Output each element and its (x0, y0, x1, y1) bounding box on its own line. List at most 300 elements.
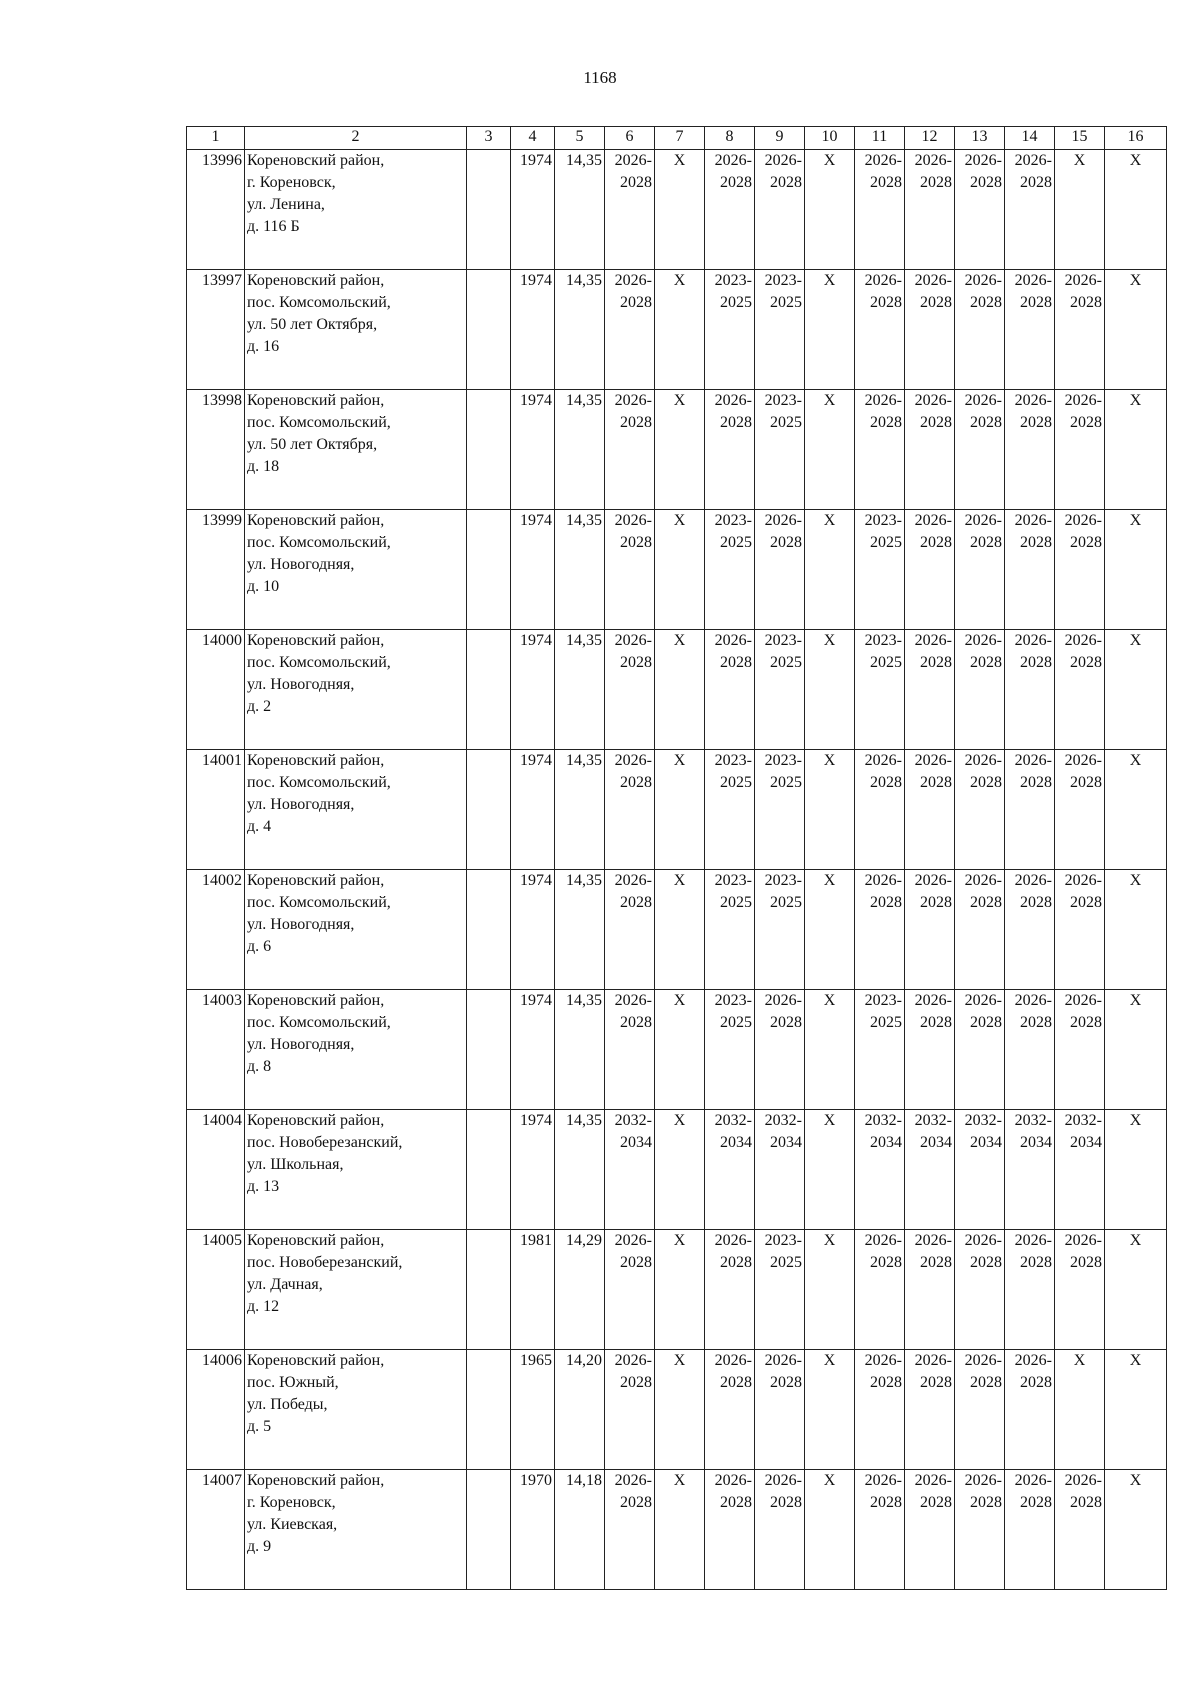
column-header-2: 2 (245, 127, 467, 150)
row-id: 14006 (187, 1350, 245, 1470)
column-header-15: 15 (1055, 127, 1105, 150)
address-cell (245, 510, 467, 630)
col3-cell (467, 1470, 511, 1590)
period-line: 2026- (764, 992, 802, 1009)
period-line: 2025 (870, 534, 902, 551)
period-line: 2026- (914, 152, 952, 169)
mark-cell-c16 (1105, 1230, 1167, 1350)
x-mark: X (823, 392, 836, 409)
period-line: 2026- (914, 1232, 952, 1249)
address-line: д. 5 (247, 1418, 272, 1435)
x-mark: X (1129, 1232, 1142, 1249)
value-cell: 14,29 (555, 1230, 605, 1350)
period-line: 2028 (620, 1374, 652, 1391)
address-line: ул. Ленина, (247, 196, 325, 213)
address-line: ул. Школьная, (247, 1156, 344, 1173)
x-mark: X (823, 992, 836, 1009)
address-line: пос. Южный, (247, 1374, 339, 1391)
period-line: 2028 (870, 1374, 902, 1391)
period-line: 2026- (1014, 272, 1052, 289)
period-line: 2028 (920, 174, 952, 191)
period-line: 2028 (870, 174, 902, 191)
period-cell-c6 (605, 1110, 655, 1230)
period-cell-c14 (1005, 1110, 1055, 1230)
period-cell-c8 (705, 630, 755, 750)
period-line: 2028 (720, 654, 752, 671)
period-cell-c14 (1005, 990, 1055, 1110)
column-header-5: 5 (555, 127, 605, 150)
period-line: 2028 (1070, 894, 1102, 911)
period-line: 2026- (1064, 872, 1102, 889)
period-cell-c15 (1055, 630, 1105, 750)
period-line: 2026- (1014, 1352, 1052, 1369)
x-mark: X (673, 152, 686, 169)
x-mark: X (1129, 992, 1142, 1009)
year-cell: 1981 (511, 1230, 555, 1350)
period-cell-c8 (705, 1230, 755, 1350)
period-line: 2028 (870, 774, 902, 791)
period-line: 2028 (620, 774, 652, 791)
table-row (187, 1230, 1167, 1350)
register-table (186, 126, 1167, 1590)
address-line: д. 116 Б (247, 218, 300, 235)
period-cell-c11 (855, 150, 905, 270)
period-line: 2023- (714, 752, 752, 769)
period-cell-c14 (1005, 510, 1055, 630)
period-line: 2026- (1064, 1232, 1102, 1249)
period-line: 2028 (1070, 1494, 1102, 1511)
row-id: 14004 (187, 1110, 245, 1230)
period-line: 2025 (720, 774, 752, 791)
mark-cell-c10 (805, 1350, 855, 1470)
period-line: 2028 (770, 1014, 802, 1031)
period-line: 2028 (920, 1374, 952, 1391)
period-cell-c14 (1005, 750, 1055, 870)
period-line: 2028 (620, 414, 652, 431)
period-cell-c14 (1005, 870, 1055, 990)
col3-cell (467, 1110, 511, 1230)
period-line: 2028 (620, 174, 652, 191)
x-mark: X (1129, 1352, 1142, 1369)
period-cell-c11 (855, 1230, 905, 1350)
mark-cell-c16 (1105, 1110, 1167, 1230)
address-line: ул. Новогодняя, (247, 796, 355, 813)
period-line: 2023- (764, 392, 802, 409)
mark-cell-c10 (805, 1470, 855, 1590)
mark-cell-c16 (1105, 870, 1167, 990)
period-line: 2026- (764, 152, 802, 169)
address-cell (245, 870, 467, 990)
period-line: 2032- (614, 1112, 652, 1129)
value-cell: 14,35 (555, 630, 605, 750)
address-cell (245, 1470, 467, 1590)
mark-cell-c10 (805, 750, 855, 870)
period-cell-c15 (1055, 750, 1105, 870)
x-mark: X (673, 392, 686, 409)
period-cell-c6 (605, 150, 655, 270)
period-cell-c14 (1005, 1230, 1055, 1350)
period-cell-c13 (955, 390, 1005, 510)
year-cell: 1974 (511, 1110, 555, 1230)
period-line: 2028 (620, 894, 652, 911)
period-cell-c9 (755, 390, 805, 510)
period-cell-c12 (905, 1230, 955, 1350)
period-cell-c9 (755, 1350, 805, 1470)
period-cell-c12 (905, 990, 955, 1110)
period-line: 2026- (914, 632, 952, 649)
mark-cell-c16 (1105, 270, 1167, 390)
address-cell (245, 990, 467, 1110)
period-line: 2032- (1064, 1112, 1102, 1129)
period-line: 2028 (870, 294, 902, 311)
x-mark: X (673, 632, 686, 649)
value-cell: 14,35 (555, 1110, 605, 1230)
period-cell-c6 (605, 870, 655, 990)
period-cell-c8 (705, 270, 755, 390)
address-line: д. 9 (247, 1538, 272, 1555)
x-mark: X (1073, 1352, 1086, 1369)
period-line: 2026- (714, 152, 752, 169)
period-line: 2034 (620, 1134, 652, 1151)
period-line: 2028 (770, 534, 802, 551)
address-line: Кореновский район, (247, 752, 385, 769)
value-cell: 14,35 (555, 270, 605, 390)
period-line: 2023- (864, 632, 902, 649)
column-header-3: 3 (467, 127, 511, 150)
period-line: 2026- (914, 512, 952, 529)
period-line: 2023- (764, 272, 802, 289)
period-cell-c13 (955, 750, 1005, 870)
period-line: 2028 (870, 894, 902, 911)
mark-cell-c16 (1105, 510, 1167, 630)
period-cell-c9 (755, 1110, 805, 1230)
mark-cell-c7 (655, 1230, 705, 1350)
period-cell-c8 (705, 750, 755, 870)
row-id: 13999 (187, 510, 245, 630)
period-cell-c13 (955, 630, 1005, 750)
period-cell-c13 (955, 270, 1005, 390)
period-line: 2026- (964, 512, 1002, 529)
period-line: 2026- (914, 392, 952, 409)
mark-cell-c16 (1105, 150, 1167, 270)
period-line: 2032- (964, 1112, 1002, 1129)
period-cell-c13 (955, 870, 1005, 990)
address-line: пос. Комсомольский, (247, 774, 391, 791)
period-cell-c12 (905, 1110, 955, 1230)
period-line: 2026- (964, 752, 1002, 769)
address-cell (245, 750, 467, 870)
column-header-12: 12 (905, 127, 955, 150)
value-cell: 14,35 (555, 990, 605, 1110)
period-cell-c9 (755, 630, 805, 750)
period-line: 2028 (720, 174, 752, 191)
value-cell: 14,35 (555, 870, 605, 990)
period-cell-c9 (755, 510, 805, 630)
row-id: 14007 (187, 1470, 245, 1590)
value-cell: 14,35 (555, 750, 605, 870)
period-line: 2028 (1020, 174, 1052, 191)
period-line: 2025 (720, 294, 752, 311)
period-line: 2023- (714, 272, 752, 289)
mark-cell-c16 (1105, 630, 1167, 750)
mark-cell-c7 (655, 630, 705, 750)
table-row (187, 630, 1167, 750)
period-cell-c11 (855, 990, 905, 1110)
period-line: 2026- (714, 1472, 752, 1489)
period-cell-c15 (1055, 390, 1105, 510)
row-id: 14003 (187, 990, 245, 1110)
period-line: 2028 (920, 1014, 952, 1031)
period-cell-c6 (605, 1350, 655, 1470)
column-header-11: 11 (855, 127, 905, 150)
period-line: 2028 (1020, 774, 1052, 791)
period-line: 2034 (770, 1134, 802, 1151)
period-line: 2028 (1020, 294, 1052, 311)
x-mark: X (673, 752, 686, 769)
period-line: 2028 (1070, 774, 1102, 791)
period-line: 2026- (1064, 392, 1102, 409)
mark-cell-c16 (1105, 390, 1167, 510)
period-line: 2028 (970, 174, 1002, 191)
period-line: 2026- (964, 272, 1002, 289)
period-line: 2034 (720, 1134, 752, 1151)
period-line: 2028 (1020, 1014, 1052, 1031)
x-mark: X (823, 1472, 836, 1489)
period-line: 2026- (964, 992, 1002, 1009)
period-line: 2026- (764, 512, 802, 529)
period-line: 2028 (970, 1014, 1002, 1031)
period-line: 2026- (914, 1472, 952, 1489)
period-cell-c11 (855, 750, 905, 870)
year-cell: 1974 (511, 390, 555, 510)
col3-cell (467, 1230, 511, 1350)
x-mark: X (673, 1112, 686, 1129)
period-line: 2028 (970, 1374, 1002, 1391)
address-cell (245, 1350, 467, 1470)
period-line: 2028 (1070, 534, 1102, 551)
address-cell (245, 1230, 467, 1350)
period-line: 2025 (720, 1014, 752, 1031)
period-line: 2026- (1014, 392, 1052, 409)
period-line: 2028 (1020, 1494, 1052, 1511)
x-mark: X (673, 992, 686, 1009)
address-line: ул. Новогодняя, (247, 556, 355, 573)
col3-cell (467, 270, 511, 390)
period-line: 2028 (1070, 1014, 1102, 1031)
period-line: 2023- (714, 992, 752, 1009)
address-line: Кореновский район, (247, 1232, 385, 1249)
period-line: 2026- (914, 992, 952, 1009)
period-line: 2028 (1020, 654, 1052, 671)
period-cell-c13 (955, 1110, 1005, 1230)
period-cell-c6 (605, 990, 655, 1110)
period-line: 2026- (864, 752, 902, 769)
address-line: Кореновский район, (247, 272, 385, 289)
x-mark: X (823, 872, 836, 889)
x-mark: X (673, 872, 686, 889)
period-line: 2028 (970, 894, 1002, 911)
year-cell: 1974 (511, 630, 555, 750)
address-line: ул. Новогодняя, (247, 916, 355, 933)
address-cell (245, 150, 467, 270)
page-number: 1168 (583, 68, 617, 87)
period-line: 2028 (970, 774, 1002, 791)
period-line: 2026- (764, 1472, 802, 1489)
period-cell-c6 (605, 390, 655, 510)
period-cell-c6 (605, 1230, 655, 1350)
period-cell-c9 (755, 870, 805, 990)
col3-cell (467, 150, 511, 270)
period-line: 2026- (714, 1352, 752, 1369)
address-line: д. 4 (247, 818, 272, 835)
address-line: пос. Комсомольский, (247, 294, 391, 311)
address-line: д. 10 (247, 578, 280, 595)
column-header-16: 16 (1105, 127, 1167, 150)
x-mark: X (673, 1352, 686, 1369)
period-cell-c8 (705, 1350, 755, 1470)
mark-cell-c10 (805, 1110, 855, 1230)
x-mark: X (823, 752, 836, 769)
period-line: 2023- (764, 752, 802, 769)
period-cell-c14 (1005, 390, 1055, 510)
period-line: 2028 (770, 174, 802, 191)
period-cell-c12 (905, 1350, 955, 1470)
period-cell-c11 (855, 510, 905, 630)
period-line: 2026- (914, 1352, 952, 1369)
period-line: 2028 (920, 894, 952, 911)
row-id: 14000 (187, 630, 245, 750)
address-line: ул. Киевская, (247, 1516, 338, 1533)
period-cell-c14 (1005, 150, 1055, 270)
address-line: ул. Победы, (247, 1396, 328, 1413)
period-line: 2026- (964, 392, 1002, 409)
period-line: 2025 (770, 414, 802, 431)
period-cell-c6 (605, 630, 655, 750)
address-line: пос. Комсомольский, (247, 894, 391, 911)
value-cell: 14,20 (555, 1350, 605, 1470)
address-line: ул. Новогодняя, (247, 1036, 355, 1053)
mark-cell-c7 (655, 1350, 705, 1470)
period-line: 2028 (770, 1494, 802, 1511)
period-line: 2028 (720, 1494, 752, 1511)
period-line: 2028 (620, 1254, 652, 1271)
period-line: 2028 (970, 654, 1002, 671)
period-cell-c9 (755, 1230, 805, 1350)
year-cell: 1965 (511, 1350, 555, 1470)
address-line: Кореновский район, (247, 1472, 385, 1489)
period-line: 2028 (1070, 414, 1102, 431)
address-line: пос. Комсомольский, (247, 654, 391, 671)
period-cell-c12 (905, 270, 955, 390)
period-line: 2026- (964, 1472, 1002, 1489)
col3-cell (467, 630, 511, 750)
column-header-14: 14 (1005, 127, 1055, 150)
period-line: 2025 (770, 654, 802, 671)
x-mark: X (1129, 872, 1142, 889)
col3-cell (467, 990, 511, 1110)
period-line: 2028 (770, 1374, 802, 1391)
x-mark: X (1129, 152, 1142, 169)
period-line: 2028 (870, 1494, 902, 1511)
column-header-4: 4 (511, 127, 555, 150)
period-line: 2028 (1020, 894, 1052, 911)
col3-cell (467, 390, 511, 510)
period-cell-c12 (905, 750, 955, 870)
period-line: 2026- (1014, 992, 1052, 1009)
x-mark: X (673, 512, 686, 529)
period-cell-c12 (905, 630, 955, 750)
period-line: 2032- (1014, 1112, 1052, 1129)
row-id: 14002 (187, 870, 245, 990)
value-cell: 14,35 (555, 510, 605, 630)
value-cell: 14,18 (555, 1470, 605, 1590)
period-cell-c11 (855, 390, 905, 510)
period-line: 2026- (614, 872, 652, 889)
address-line: пос. Новоберезанский, (247, 1254, 403, 1271)
address-line: г. Кореновск, (247, 174, 336, 191)
column-header-9: 9 (755, 127, 805, 150)
year-cell: 1974 (511, 990, 555, 1110)
year-cell: 1974 (511, 870, 555, 990)
period-cell-c13 (955, 510, 1005, 630)
period-line: 2028 (970, 294, 1002, 311)
x-mark: X (1129, 272, 1142, 289)
period-line: 2028 (1070, 654, 1102, 671)
period-cell-c6 (605, 750, 655, 870)
period-line: 2028 (920, 294, 952, 311)
period-cell-c11 (855, 1470, 905, 1590)
period-line: 2026- (964, 872, 1002, 889)
period-line: 2028 (1020, 1374, 1052, 1391)
period-cell-c13 (955, 990, 1005, 1110)
period-line: 2028 (870, 414, 902, 431)
address-line: ул. 50 лет Октября, (247, 436, 378, 453)
period-line: 2028 (970, 1254, 1002, 1271)
period-line: 2025 (770, 894, 802, 911)
period-cell-c14 (1005, 1350, 1055, 1470)
period-line: 2032- (714, 1112, 752, 1129)
x-mark: X (673, 1232, 686, 1249)
column-header-6: 6 (605, 127, 655, 150)
mark-cell-c15 (1055, 150, 1105, 270)
row-id: 13996 (187, 150, 245, 270)
period-cell-c8 (705, 990, 755, 1110)
period-line: 2026- (864, 152, 902, 169)
year-cell: 1974 (511, 150, 555, 270)
period-line: 2026- (1014, 752, 1052, 769)
period-line: 2028 (970, 1494, 1002, 1511)
period-line: 2034 (1020, 1134, 1052, 1151)
mark-cell-c16 (1105, 990, 1167, 1110)
x-mark: X (823, 512, 836, 529)
period-cell-c13 (955, 1470, 1005, 1590)
period-cell-c13 (955, 1350, 1005, 1470)
address-line: пос. Комсомольский, (247, 534, 391, 551)
period-line: 2028 (920, 774, 952, 791)
mark-cell-c10 (805, 390, 855, 510)
period-line: 2025 (870, 654, 902, 671)
column-header-1: 1 (187, 127, 245, 150)
period-line: 2028 (1020, 414, 1052, 431)
period-line: 2025 (770, 294, 802, 311)
column-header-10: 10 (805, 127, 855, 150)
x-mark: X (823, 1112, 836, 1129)
table-row (187, 1110, 1167, 1230)
period-line: 2028 (970, 534, 1002, 551)
address-line: пос. Комсомольский, (247, 414, 391, 431)
address-line: пос. Комсомольский, (247, 1014, 391, 1031)
x-mark: X (1129, 392, 1142, 409)
